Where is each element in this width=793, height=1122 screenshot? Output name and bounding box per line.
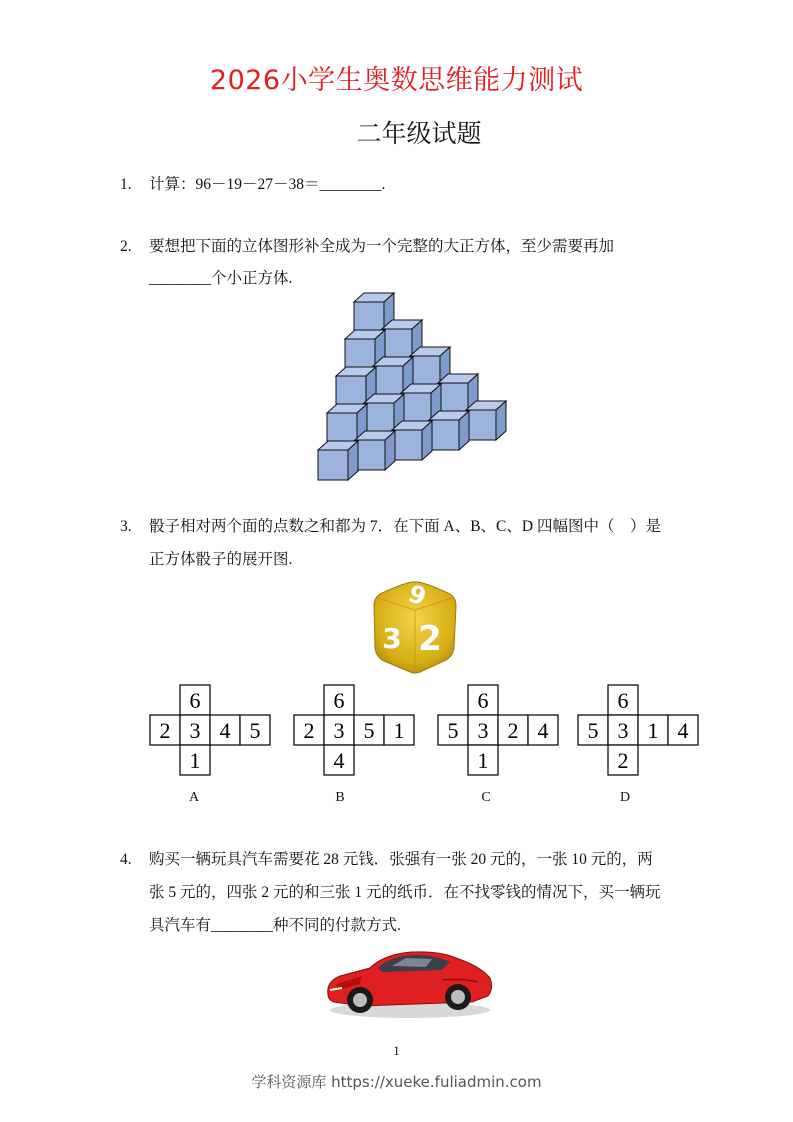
question-text: 具汽车有________种不同的付款方式. xyxy=(149,917,401,934)
page-number: 1 xyxy=(393,1043,400,1058)
net-cell-number: 1 xyxy=(477,748,489,773)
net-cell xyxy=(210,715,240,745)
net-cell-number: 5 xyxy=(249,718,261,743)
dice-net-c xyxy=(438,685,558,775)
question-number: 3. xyxy=(120,518,132,535)
net-cell-number: 3 xyxy=(333,718,345,743)
net-cell xyxy=(608,745,638,775)
dice-net-a xyxy=(150,685,270,775)
net-cell xyxy=(498,715,528,745)
question-text: 要想把下面的立体图形补全成为一个完整的大正方体，至少需要再加 xyxy=(149,238,615,255)
net-cell-number: 4 xyxy=(677,718,689,743)
net-cell xyxy=(354,715,384,745)
net-cell-number: 6 xyxy=(189,688,201,713)
question-text: 计算：96－19－27－38＝________. xyxy=(149,176,386,193)
net-cell xyxy=(608,685,638,715)
net-cell xyxy=(468,685,498,715)
net-cell xyxy=(180,685,210,715)
dice-net-d xyxy=(578,685,698,775)
net-cell-number: 6 xyxy=(477,688,489,713)
question-text: 购买一辆玩具汽车需要花 28 元钱．张强有一张 20 元的，一张 10 元的，两 xyxy=(149,851,653,868)
net-cell xyxy=(668,715,698,745)
net-cell-number: 6 xyxy=(617,688,629,713)
net-cell xyxy=(468,745,498,775)
net-cell-number: 2 xyxy=(617,748,629,773)
net-cell xyxy=(150,715,180,745)
net-cell-number: 5 xyxy=(447,718,459,743)
net-cell-number: 2 xyxy=(303,718,315,743)
net-cell xyxy=(324,685,354,715)
small-cube xyxy=(355,431,395,470)
net-cell xyxy=(294,715,324,745)
dice-right-face: 2 xyxy=(418,619,442,659)
net-cell xyxy=(180,715,210,745)
net-cell xyxy=(528,715,558,745)
net-cell xyxy=(468,715,498,745)
net-cell-number: 4 xyxy=(537,718,549,743)
net-cell-number: 4 xyxy=(333,748,345,773)
net-cell-number: 1 xyxy=(647,718,659,743)
net-cell-number: 3 xyxy=(189,718,201,743)
net-cell-number: 6 xyxy=(333,688,345,713)
option-a-label: A xyxy=(188,790,200,805)
net-cell-number: 2 xyxy=(507,718,519,743)
net-cell xyxy=(324,745,354,775)
net-cell-number: 1 xyxy=(393,718,405,743)
cube-staircase-figure xyxy=(300,290,520,485)
net-cell-number: 3 xyxy=(617,718,629,743)
net-cell xyxy=(180,745,210,775)
option-d-label: D xyxy=(619,790,631,805)
net-cell-number: 3 xyxy=(477,718,489,743)
question-text: 张 5 元的，四张 2 元的和三张 1 元的纸币．在不找零钱的情况下，买一辆玩 xyxy=(149,884,661,901)
net-cell-number: 2 xyxy=(159,718,171,743)
small-cube xyxy=(392,421,432,460)
net-cell xyxy=(324,715,354,745)
small-cube xyxy=(466,401,506,440)
net-cell-number: 1 xyxy=(189,748,201,773)
source-watermark: 学科资源库 https://xueke.fuliadmin.com xyxy=(251,1073,542,1091)
net-cell xyxy=(438,715,468,745)
option-b-label: B xyxy=(335,790,345,805)
net-cell-number: 5 xyxy=(587,718,599,743)
question-number: 1. xyxy=(120,176,132,193)
dice-net-b xyxy=(294,685,414,775)
net-cell xyxy=(384,715,414,745)
question-text: 骰子相对两个面的点数之和都为 7．在下面 A、B、C、D 四幅图中（ ）是 xyxy=(149,518,661,535)
dice-image xyxy=(370,578,460,674)
net-cell xyxy=(638,715,668,745)
small-cube xyxy=(318,441,358,480)
net-cell xyxy=(240,715,270,745)
question-text: ________个小正方体. xyxy=(149,270,293,287)
page-subtitle: 二年级试题 xyxy=(356,119,482,148)
question-number: 2. xyxy=(120,238,132,255)
question-number: 4. xyxy=(120,851,132,868)
net-cell xyxy=(578,715,608,745)
net-cell-number: 4 xyxy=(219,718,231,743)
page-title: 2026小学生奥数思维能力测试 xyxy=(209,65,584,96)
dice-nets xyxy=(140,680,710,780)
net-cell xyxy=(608,715,638,745)
net-cell-number: 5 xyxy=(363,718,375,743)
small-cube xyxy=(429,411,469,450)
question-text: 正方体骰子的展开图. xyxy=(149,551,293,568)
dice-top-face: 6 xyxy=(405,578,431,610)
toy-car-image xyxy=(322,944,496,1022)
option-c-label: C xyxy=(481,790,491,805)
dice-left-face: 3 xyxy=(382,622,402,655)
